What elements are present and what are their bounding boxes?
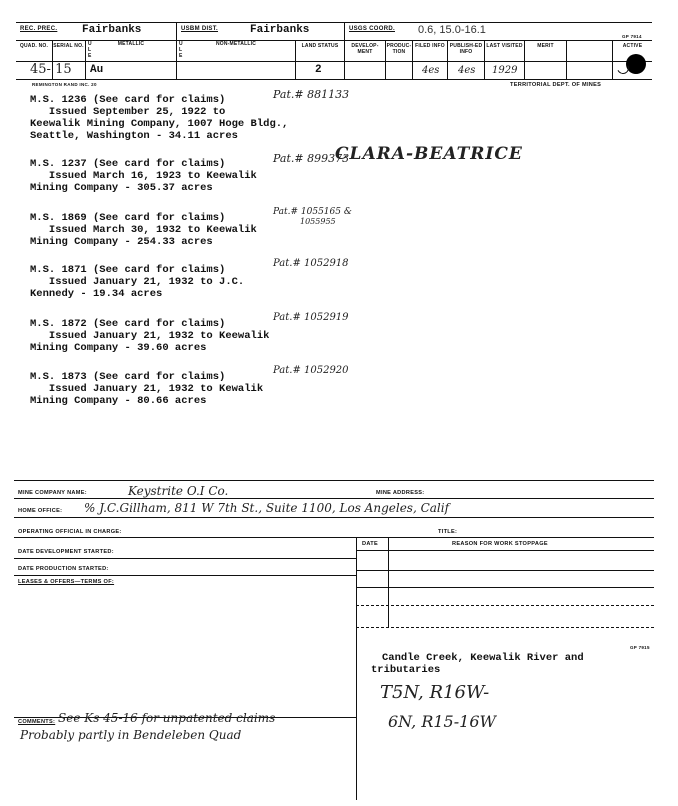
footer-divider	[356, 537, 357, 800]
entry-line1: M.S. 1873 (See card for claims)	[30, 371, 226, 383]
header-bottom-rule	[16, 79, 652, 80]
entry-line2: Issued January 21, 1932 to Keewalik	[30, 330, 270, 342]
entry-ms-1237	[30, 144, 523, 194]
quad-serial-value: 45- 15	[30, 62, 72, 77]
usgs-coord-value: 0.6, 15.0-16.1	[418, 24, 486, 36]
entry-line3: Keewalik Mining Company, 1007 Hoge Bldg.,	[30, 118, 289, 130]
footer-rule	[356, 627, 654, 628]
remington-label: REMINGTON RAND INC. 20	[32, 82, 97, 87]
patent-number-2: 1055955	[300, 217, 336, 226]
entry-ms-1871	[30, 258, 349, 300]
footer-rule	[356, 587, 654, 588]
home-office-label: HOME OFFICE:	[18, 508, 63, 514]
footer-top-rule	[14, 480, 654, 481]
filed-info-value: 4es	[422, 65, 440, 76]
location-line2: tributaries	[371, 664, 441, 676]
col-last-visited: LAST VISITED	[486, 43, 523, 49]
entry-line2: Issued March 30, 1932 to Keewalik	[30, 224, 257, 236]
entry-line1: M.S. 1237 (See card for claims)	[30, 158, 226, 170]
patent-number: Pat.# 881133	[273, 88, 350, 101]
footer-rule	[356, 550, 654, 551]
entry-ms-1236	[30, 88, 350, 142]
patent-number: Pat.# 1055165 &	[273, 207, 352, 217]
patent-number: Pat.# 1052919	[273, 312, 349, 323]
entry-line3: Mining Company - 254.33 acres	[30, 236, 213, 248]
entry-line3: Mining Company - 39.60 acres	[30, 342, 207, 354]
patent-number: Pat.# 1052920	[273, 365, 349, 376]
dev-started-label: DATE DEVELOPMENT STARTED:	[18, 549, 114, 555]
footer-rule	[14, 498, 654, 499]
comments-line1: See Ks 45-16 for unpatented claims	[58, 711, 276, 725]
entry-line2: Issued September 25, 1922 to	[30, 106, 226, 118]
rec-prec-value: Fairbanks	[82, 24, 142, 36]
col-metallic: METALLIC	[117, 41, 145, 47]
footer-rule	[14, 537, 654, 538]
entry-line4: Seattle, Washington - 34.11 acres	[30, 130, 238, 142]
col-land-status: LAND STATUS	[301, 43, 339, 49]
entry-line2: Issued January 21, 1932 to J.C.	[30, 276, 245, 288]
entry-line2: Issued March 16, 1923 to Keewalik	[30, 170, 257, 182]
footer-rule	[14, 575, 356, 576]
rec-prec-label: REC. PREC.	[20, 26, 58, 32]
comments-label: COMMENTS:	[18, 719, 56, 725]
col-divider	[176, 22, 177, 79]
patent-number: Pat.# 1052918	[273, 258, 349, 269]
entry-line3: Mining Company - 80.66 acres	[30, 395, 207, 407]
entry-line3: Kennedy - 19.34 acres	[30, 288, 163, 300]
col-published-info: PUBLISH-ED INFO	[449, 43, 483, 55]
form-code: GP 7914	[622, 34, 642, 39]
active-dot-icon	[626, 54, 646, 74]
location-line1: Candle Creek, Keewalik River and	[382, 652, 584, 664]
company-value: Keystrite O.I Co.	[128, 484, 229, 498]
entry-line2: Issued January 21, 1932 to Kewalik	[30, 383, 264, 395]
usbm-dist-value: Fairbanks	[250, 24, 310, 36]
entry-ms-1869	[30, 207, 352, 248]
metallic-value: Au	[90, 64, 104, 76]
prod-started-label: DATE PRODUCTION STARTED:	[18, 566, 109, 572]
title-label: TITLE:	[438, 529, 458, 535]
home-office-value: % J.C.Gillham, 811 W 7th St., Suite 1100, Los Angeles, Calif	[84, 501, 450, 515]
published-info-value: 4es	[458, 65, 476, 76]
entry-ms-1872	[30, 312, 349, 354]
footer-rule	[356, 570, 654, 571]
header-top-rule	[16, 22, 652, 23]
entry-ms-1873	[30, 365, 349, 407]
col-serial: SERIAL NO.	[53, 43, 84, 49]
township-line2: 6N, R15-16W	[388, 712, 496, 731]
territorial-label: TERRITORIAL DEPT. OF MINES	[510, 82, 602, 88]
metallic-ule: U L E	[88, 41, 92, 59]
claim-name-note: CLARA-BEATRICE	[335, 144, 523, 164]
nonmetallic-ule: U L E	[179, 41, 183, 59]
land-status-value: 2	[315, 64, 322, 76]
form-code-2: GP 7915	[630, 645, 650, 650]
leases-label: LEASES & OFFERS—TERMS OF:	[18, 579, 115, 585]
township-line1: T5N, R16W-	[380, 682, 490, 703]
entry-line1: M.S. 1869 (See card for claims)	[30, 212, 226, 224]
comments-line2: Probably partly in Bendeleben Quad	[20, 728, 242, 742]
entry-line1: M.S. 1872 (See card for claims)	[30, 318, 226, 330]
col-filed-info: FILED INFO	[415, 43, 445, 49]
operating-label: OPERATING OFFICIAL IN CHARGE:	[18, 529, 122, 535]
footer-rule	[14, 558, 356, 559]
usgs-coord-label: USGS COORD.	[349, 26, 395, 32]
footer-rule	[14, 517, 654, 518]
date-label: DATE	[362, 541, 379, 547]
footer-rule	[356, 605, 654, 606]
col-development: DEVELOP-MENT	[351, 43, 379, 55]
entry-line3: Mining Company - 305.37 acres	[30, 182, 213, 194]
company-label: MINE COMPANY NAME:	[18, 490, 87, 496]
entry-line1: M.S. 1236 (See card for claims)	[30, 94, 226, 106]
patent-number: Pat.# 899373	[273, 152, 350, 165]
reason-label: REASON FOR WORK STOPPAGE	[452, 541, 548, 547]
entry-line1: M.S. 1871 (See card for claims)	[30, 264, 226, 276]
col-divider	[566, 40, 567, 79]
last-visited-value: 1929	[492, 65, 518, 76]
col-nonmetallic: NON-METALLIC	[215, 41, 257, 47]
col-merit: MERIT	[537, 43, 554, 49]
col-production: PRODUC-TION	[386, 43, 412, 55]
col-active: ACTIVE	[622, 43, 643, 49]
address-label: MINE ADDRESS:	[376, 490, 425, 496]
col-quad: QUAD. NO.	[19, 43, 49, 49]
header-row-rule	[16, 61, 652, 62]
usbm-dist-label: USBM DIST.	[181, 26, 219, 32]
